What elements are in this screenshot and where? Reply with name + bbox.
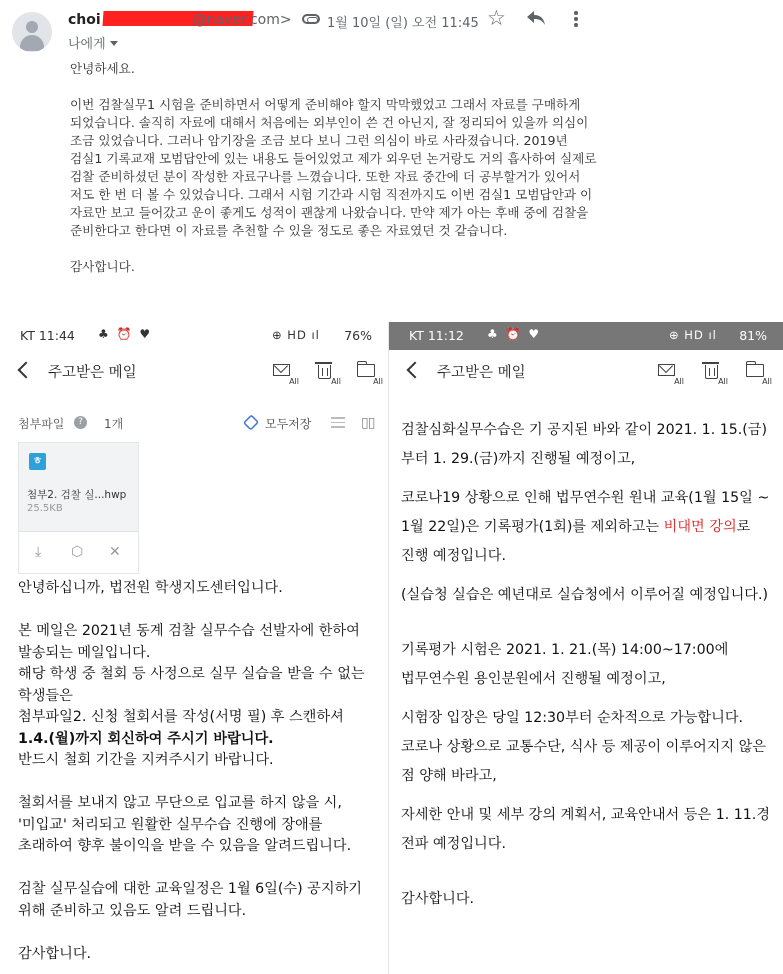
- save-to-cloud-icon[interactable]: ⬡: [71, 544, 84, 560]
- body-line-2: 해당 학생 중 철회 등 사정으로 실무 실습을 받을 수 없는 학생들은: [18, 666, 365, 704]
- star-icon[interactable]: ☆: [487, 6, 506, 30]
- body-paragraph-1: 검찰심화실무수습은 기 공지된 바와 같이 2021. 1. 15.(금)부터 1. 29.(금)까지 진행될 예정이고,: [401, 422, 768, 467]
- download-icon[interactable]: ⤓: [35, 544, 42, 560]
- file-name: 첨부2. 검찰 실...hwp: [27, 489, 127, 501]
- move-all-button[interactable]: [356, 360, 383, 386]
- body-paragraph-4: 기록평가 시험은 2021. 1. 21.(목) 14:00~17:00에 법무연수원 용인분원에서 진행될 예정이고,: [401, 642, 729, 687]
- grid-view-icon[interactable]: ▯▯: [361, 415, 375, 431]
- delete-all-label: All: [331, 377, 341, 386]
- body-line-3: [18, 707, 378, 750]
- reply-icon[interactable]: [526, 10, 546, 26]
- save-all-button[interactable]: 모두저장: [265, 417, 312, 431]
- trash-icon: [318, 365, 331, 379]
- top-email-body: [70, 60, 600, 276]
- app-bar: [389, 352, 783, 396]
- email-closing: 감사합니다.: [70, 259, 135, 274]
- avatar-head-shape: [26, 21, 38, 33]
- battery-level: 81%: [739, 328, 767, 343]
- more-options-icon[interactable]: [570, 11, 582, 29]
- left-phone-screen: [0, 322, 388, 974]
- attachment-count: 1개: [104, 417, 124, 431]
- save-all-icon[interactable]: [243, 414, 259, 430]
- attachment-header: [18, 415, 378, 435]
- body-closing: 감사합니다.: [18, 945, 92, 962]
- left-email-body: [18, 578, 378, 965]
- close-icon[interactable]: ✕: [109, 544, 121, 560]
- status-time: KT 11:44: [20, 328, 75, 343]
- mail-all-button[interactable]: [657, 360, 684, 386]
- attachment-file-card[interactable]: [18, 442, 139, 574]
- body-paragraph-3: (실습청 실습은 예년대로 실습청에서 이루어질 예정입니다.): [401, 587, 769, 603]
- attachment-label: 첨부파일: [18, 417, 65, 431]
- body-line-6: 검찰 실무실습에 대한 교육일정은 1월 6일(수) 공지하기 위해 준비하고 있음도 알려 드립니다.: [18, 881, 362, 919]
- app-title: 주고받은 메일: [48, 365, 137, 381]
- delete-all-label: All: [718, 377, 728, 386]
- recipient-label: 나에게: [68, 37, 106, 52]
- list-view-icon[interactable]: [331, 417, 345, 431]
- sender-domain: @naver.com>: [192, 12, 292, 28]
- body-line-1: 본 메일은 2021년 동계 검찰 실무수습 선발자에 한하여 발송되는 메일입니다.: [18, 623, 360, 661]
- file-actions: [19, 531, 138, 573]
- body-line-4: 반드시 철회 기간을 지켜주시기 바랍니다.: [18, 752, 274, 768]
- body-paragraph-2: [401, 484, 773, 571]
- move-all-label: All: [762, 377, 772, 386]
- app-bar: [0, 352, 388, 396]
- email-paragraph: 이번 검찰실무1 시험을 준비하면서 어떻게 준비해야 할지 막막했었고 그래서 자료를 구매하게 되었습니다. 솔직히 자료에 대해서 처음에는 외부인이 쓴 건 아닌지, 잘 정리되어 있을까 의심이 조금 있었습니다. 그러나 암기장을 조금 보다 보니 그런 의심이 바로 사라졌습니다. 2019년 검실1 기록교재 모범답안에 있는 내용도 들어있었고 제가 외우던 논거랑도 거의 흡사하여 실제로 검찰 준비하셨던 분이 작성한 자료구나를 느꼈습니다. 또한 자료 중간에 더 공부할거가 있어서 저도 한 번 더 볼 수 있었습니다. 그래서 시험 기간과 시험 직전까지도 이번 검실1 모범답안과 이 자료만 보고 들어갔고 운이 좋게도 성적이 괜찮게 나왔습니다. 만약 제가 아는 후배 중에 검찰을 준비한다고 한다면 이 자료를 추천할 수 있을 정도로 좋은 자료였던 것 같습니다.: [70, 97, 597, 238]
- mail-all-button[interactable]: [272, 360, 299, 386]
- body-paragraph-2-text: 코로나19 상황으로 인해 법무연수원 원내 교육(1월 15일 ~ 1월 22일)은 기록평가(1회)를 제외하고는: [401, 490, 770, 535]
- mail-all-label: All: [289, 377, 299, 386]
- body-greeting: 안녕하십니까, 법전원 학생지도센터입니다.: [18, 580, 283, 596]
- folder-icon: [746, 364, 764, 377]
- battery-level: 76%: [344, 328, 372, 343]
- file-size: 25.5KB: [27, 503, 63, 514]
- highlight-text: 비대면 강의: [663, 519, 737, 535]
- sender-name: choi: [68, 12, 101, 28]
- back-arrow-icon[interactable]: [18, 362, 35, 379]
- body-paragraph-6: 자세한 안내 및 세부 강의 계획서, 교육안내서 등은 1. 11.경 전파 예정입니다.: [401, 807, 771, 852]
- signal-icon: ⊕ HD ıl: [272, 328, 320, 342]
- envelope-icon: [658, 364, 675, 376]
- app-title: 주고받은 메일: [437, 365, 526, 381]
- mail-date: 1월 10일 (일) 오전 11:45: [327, 16, 479, 31]
- email-greeting: 안녕하세요.: [70, 61, 135, 76]
- mail-all-label: All: [674, 377, 684, 386]
- move-all-label: All: [373, 377, 383, 386]
- body-line-5: 철회서를 보내지 않고 무단으로 입교를 하지 않을 시, '미입교' 처리되고 원활한 실무수습 진행에 장애를 초래하여 향후 불이익을 받을 수 있음을 알려드립니다.: [18, 795, 352, 854]
- top-email-view: [0, 0, 783, 318]
- right-phone-screen: [388, 322, 783, 974]
- signal-icon: ⊕ HD ıl: [669, 328, 717, 342]
- sender-avatar[interactable]: [12, 12, 52, 52]
- status-time: KT 11:12: [409, 328, 464, 343]
- status-bar: [0, 322, 388, 350]
- envelope-icon: [273, 364, 290, 376]
- delete-all-button[interactable]: [701, 360, 728, 386]
- body-paragraph-5: 시험장 입장은 당일 12:30부터 순차적으로 가능합니다. 코로나 상황으로 교통수단, 식사 등 제공이 이루어지지 않은 점 양해 바라고,: [401, 710, 767, 784]
- body-closing: 감사합니다.: [401, 891, 475, 907]
- recipient-dropdown[interactable]: [68, 33, 118, 52]
- status-bar: [389, 322, 783, 350]
- delete-all-button[interactable]: [314, 360, 341, 386]
- trash-icon: [705, 365, 718, 379]
- status-icons: ♣ ⏰ ♥: [98, 327, 153, 341]
- right-email-body: [401, 416, 773, 924]
- attachment-clip-icon: [302, 14, 320, 24]
- help-icon[interactable]: ?: [74, 416, 87, 429]
- body-line-3-text: 첨부파일2. 신청 철회서를 작성(서명 필) 후 스캔하셔: [18, 709, 344, 725]
- back-arrow-icon[interactable]: [407, 362, 424, 379]
- chevron-down-icon: [110, 41, 118, 46]
- avatar-body-shape: [20, 35, 44, 51]
- body-paragraph-2-end: 로 진행 예정입니다.: [401, 519, 751, 564]
- status-icons: ♣ ⏰ ♥: [487, 327, 542, 341]
- move-all-button[interactable]: [745, 360, 772, 386]
- deadline-text: 1.4.(월)까지 회신하여 주시기 바랍니다.: [18, 730, 274, 747]
- hwp-file-icon: ㅎ: [29, 453, 46, 470]
- folder-icon: [357, 364, 375, 377]
- sender-address[interactable]: [68, 11, 292, 28]
